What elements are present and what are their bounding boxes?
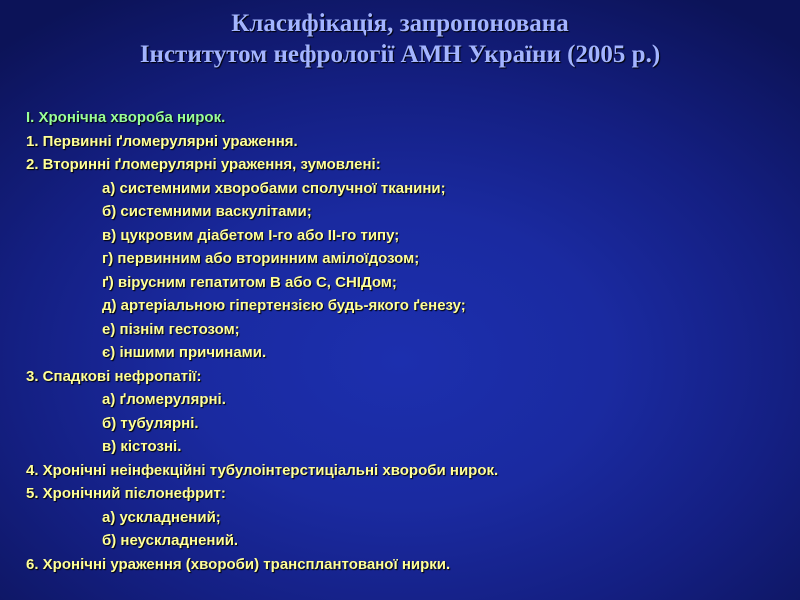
- list-item-4: 4. Хронічні неінфекційні тубулоінтерстиціальні хвороби нирок.: [26, 461, 499, 479]
- list-subitem-2c: в) цукровим діабетом І-го або ІІ-го типу;: [102, 226, 400, 244]
- list-subitem-2h: є) іншими причинами.: [102, 344, 267, 361]
- list-subitem-2a: а) системними хворобами сполучної тканини;: [102, 179, 446, 197]
- list-item-1: 1. Первинні ґломерулярні ураження.: [26, 132, 298, 150]
- list-subitem-2g: е) пізнім гестозом;: [102, 320, 240, 338]
- list-subitem-2f: д) артеріальною гіпертензією будь-якого ґенезу;: [102, 297, 466, 314]
- slide-title: [0, 8, 800, 70]
- list-subitem-5b: б) неускладнений.: [102, 532, 239, 549]
- list-item-6: 6. Хронічні ураження (хвороби) трансплантованої нирки.: [26, 555, 451, 573]
- list-item-3: 3. Спадкові нефропатії:: [26, 367, 202, 385]
- list-item-5: 5. Хронічний пієлонефрит:: [26, 485, 226, 502]
- list-subitem-2b: б) системними васкулітами;: [102, 203, 312, 220]
- list-subitem-5a: а) ускладнений;: [102, 508, 221, 526]
- list-subitem-3b: б) тубулярні.: [102, 414, 199, 432]
- list-heading: І. Хронічна хвороба нирок.: [26, 109, 226, 126]
- title-line-2: Інститутом нефрології АМН України (2005 р.): [139, 41, 661, 68]
- list-subitem-2d: г) первинним або вторинним амілоїдозом;: [102, 250, 420, 267]
- list-item-2: 2. Вторинні ґломерулярні ураження, зумовлені:: [26, 156, 381, 173]
- title-line-1: Класифікація, запропонована: [231, 10, 569, 37]
- list-subitem-2e: ґ) вірусним гепатитом В або С, СНІДом;: [102, 273, 397, 291]
- list-subitem-3a: а) ґломерулярні.: [102, 391, 226, 408]
- list-subitem-3c: в) кістозні.: [102, 438, 182, 455]
- classification-list: [26, 106, 796, 576]
